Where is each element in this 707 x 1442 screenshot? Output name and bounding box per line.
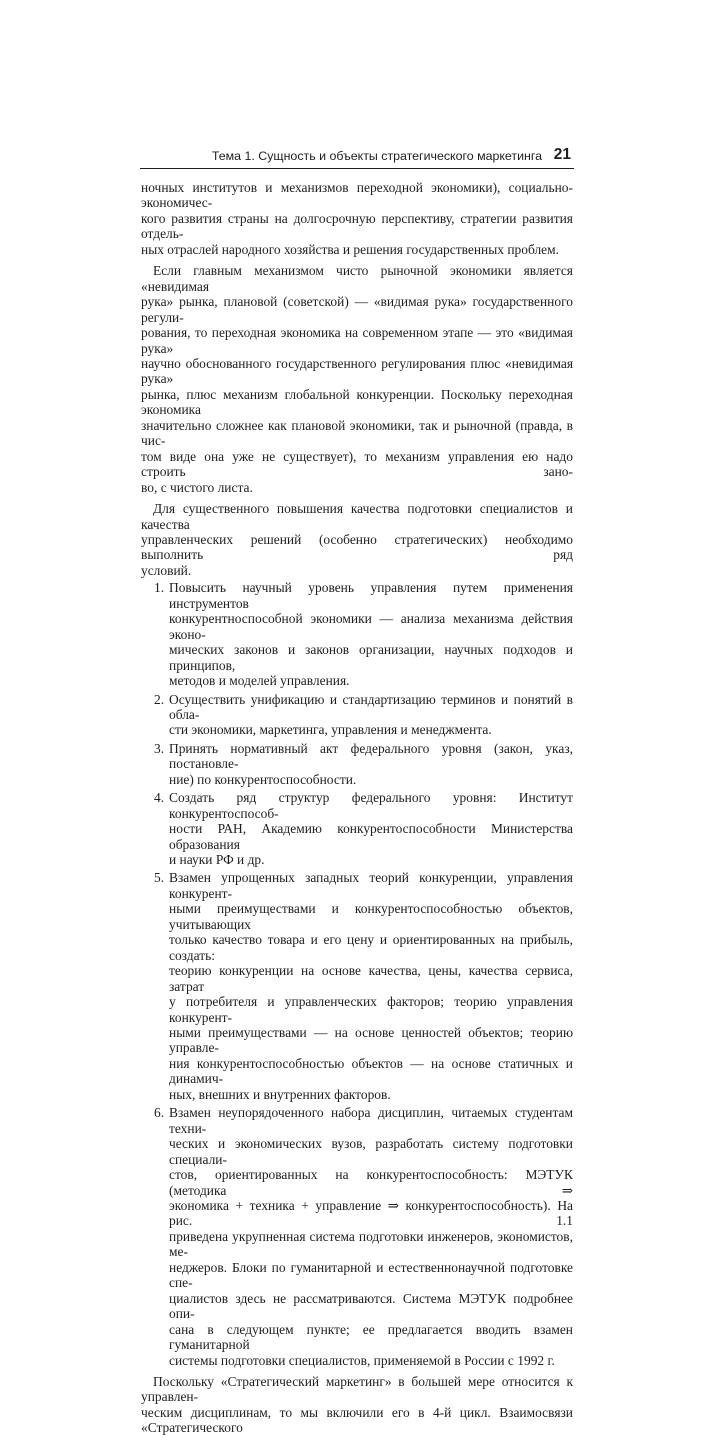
paragraph-strategic-marketing (141, 1374, 573, 1436)
text-line: ных отраслей народного хозяйства и решения государственных проблем. (141, 241, 559, 257)
text-line: ночных институтов и механизмов переходной экономики), социально-экономичес- (141, 180, 573, 211)
text-line: ния конкурентоспособностью объектов — на основе статичных и динамич- (169, 1055, 573, 1087)
list-item (141, 692, 573, 738)
text-line: во, с чистого листа. (141, 479, 253, 495)
conditions-list (141, 580, 573, 1368)
text-line: Для существенного повышения качества подготовки специалистов и качества (141, 501, 573, 532)
list-item-number: 4. (154, 790, 165, 806)
text-line: неджеров. Блоки по гуманитарной и естественнонаучной подготовке спе- (169, 1259, 573, 1291)
text-line: и науки РФ и др. (169, 852, 265, 868)
body-text (141, 180, 573, 1442)
list-item (141, 790, 573, 867)
list-item-number: 2. (154, 691, 165, 707)
text-line: Поскольку «Стратегический маркетинг» в большей мере относится к управлен- (141, 1373, 573, 1405)
text-line: Осуществить унификацию и стандартизацию терминов и понятий в обла- (169, 691, 573, 722)
list-item-number: 6. (154, 1105, 165, 1121)
text-line: том виде она уже не существует), то механизм управления ею надо строить зано- (141, 448, 573, 480)
page-number: 21 (553, 146, 571, 163)
text-line: Принять нормативный акт федерального уровня (закон, указ, постановле- (169, 740, 573, 772)
paragraph-continuation (141, 180, 573, 257)
text-line: кого развития страны на долгосрочную перспективу, стратегии развития отдель- (141, 210, 573, 242)
text-line: Если главным механизмом чисто рыночной экономики является «невидимая (141, 263, 573, 294)
text-line: мических законов и законов организации, научных подходов и принципов, (169, 642, 573, 673)
text-line: ными преимуществами — на основе ценностей объектов; теорию управле- (169, 1025, 573, 1056)
text-line: рынка, плюс механизм глобальной конкуренции. Поскольку переходная экономика (141, 386, 573, 418)
text-line: рования, то переходная экономика на современном этапе — это «видимая рука» (141, 325, 573, 356)
list-item (141, 580, 573, 688)
list-item-number: 3. (154, 740, 165, 756)
text-line: Взамен упрощенных западных теорий конкуренции, управления конкурент- (169, 870, 573, 901)
text-line: ности РАН, Академию конкурентоспособности Министерства образования (169, 821, 573, 852)
text-line: у потребителя и управленческих факторов; теорию управления конкурент- (169, 994, 573, 1025)
running-title: Тема 1. Сущность и объекты стратегического маркетинга (211, 149, 542, 163)
text-line: сана в следующем пункте; ее предлагается вводить взамен гуманитарной (169, 1321, 573, 1353)
text-line: рука» рынка, плановой (советской) — «видимая рука» государственного регули- (141, 294, 573, 325)
text-line: ние) по конкурентоспособности. (169, 771, 357, 787)
text-line: Создать ряд структур федерального уровня: Институт конкурентоспособ- (169, 790, 573, 821)
text-line: Повысить научный уровень управления путем применения инструментов (169, 580, 573, 611)
text-line: сти экономики, маркетинга, управления и менеджмента. (169, 722, 492, 738)
text-line: ных, внешних и внутренних факторов. (169, 1086, 391, 1102)
text-line: циалистов здесь не рассматриваются. Система МЭТУК подробнее опи- (169, 1290, 573, 1322)
text-line: экономика + техника + управление ⇒ конкурентоспособность). На рис. 1.1 (169, 1198, 573, 1229)
paragraph-conditions-intro (141, 501, 573, 578)
text-line: научно обоснованного государственного регулирования плюс «невидимая рука» (141, 355, 573, 387)
text-line: условий. (141, 562, 192, 578)
text-line: конкурентноспособной экономики — анализа механизма действия эконо- (169, 611, 573, 642)
running-header (140, 146, 574, 169)
text-line: стов, ориентированных на конкурентоспособность: МЭТУК (методика ⇒ (169, 1167, 573, 1198)
list-item (141, 870, 573, 1102)
text-line: Взамен неупорядоченного набора дисциплин, читаемых студентам техни- (169, 1105, 573, 1136)
text-line: теорию конкуренции на основе качества, цены, качества сервиса, затрат (169, 963, 573, 994)
text-line: методов и моделей управления. (169, 673, 350, 689)
text-line: приведена укрупненная система подготовки инженеров, экономистов, ме- (169, 1228, 573, 1260)
text-line: ческим дисциплинам, то мы включили его в 4-й цикл. Взаимосвязи «Стратегического (141, 1404, 573, 1436)
list-item-number: 1. (154, 580, 165, 596)
text-line: ческих и экономических вузов, разработать систему подготовки специали- (169, 1136, 573, 1167)
list-item-number: 5. (154, 870, 165, 886)
text-line: только качество товара и его цену и ориентированных на прибыль, создать: (169, 932, 573, 963)
text-line: системы подготовки специалистов, применяемой в России с 1992 г. (169, 1352, 555, 1368)
list-item (141, 1105, 573, 1368)
text-line: ными преимуществами и конкурентоспособностью объектов, учитывающих (169, 901, 573, 932)
list-item (141, 741, 573, 787)
text-line: значительно сложнее как плановой экономики, так и рыночной (правда, в чис- (141, 417, 573, 449)
text-line: управленческих решений (особенно стратегических) необходимо выполнить ряд (141, 531, 573, 563)
paragraph-market-mechanism (141, 263, 573, 495)
